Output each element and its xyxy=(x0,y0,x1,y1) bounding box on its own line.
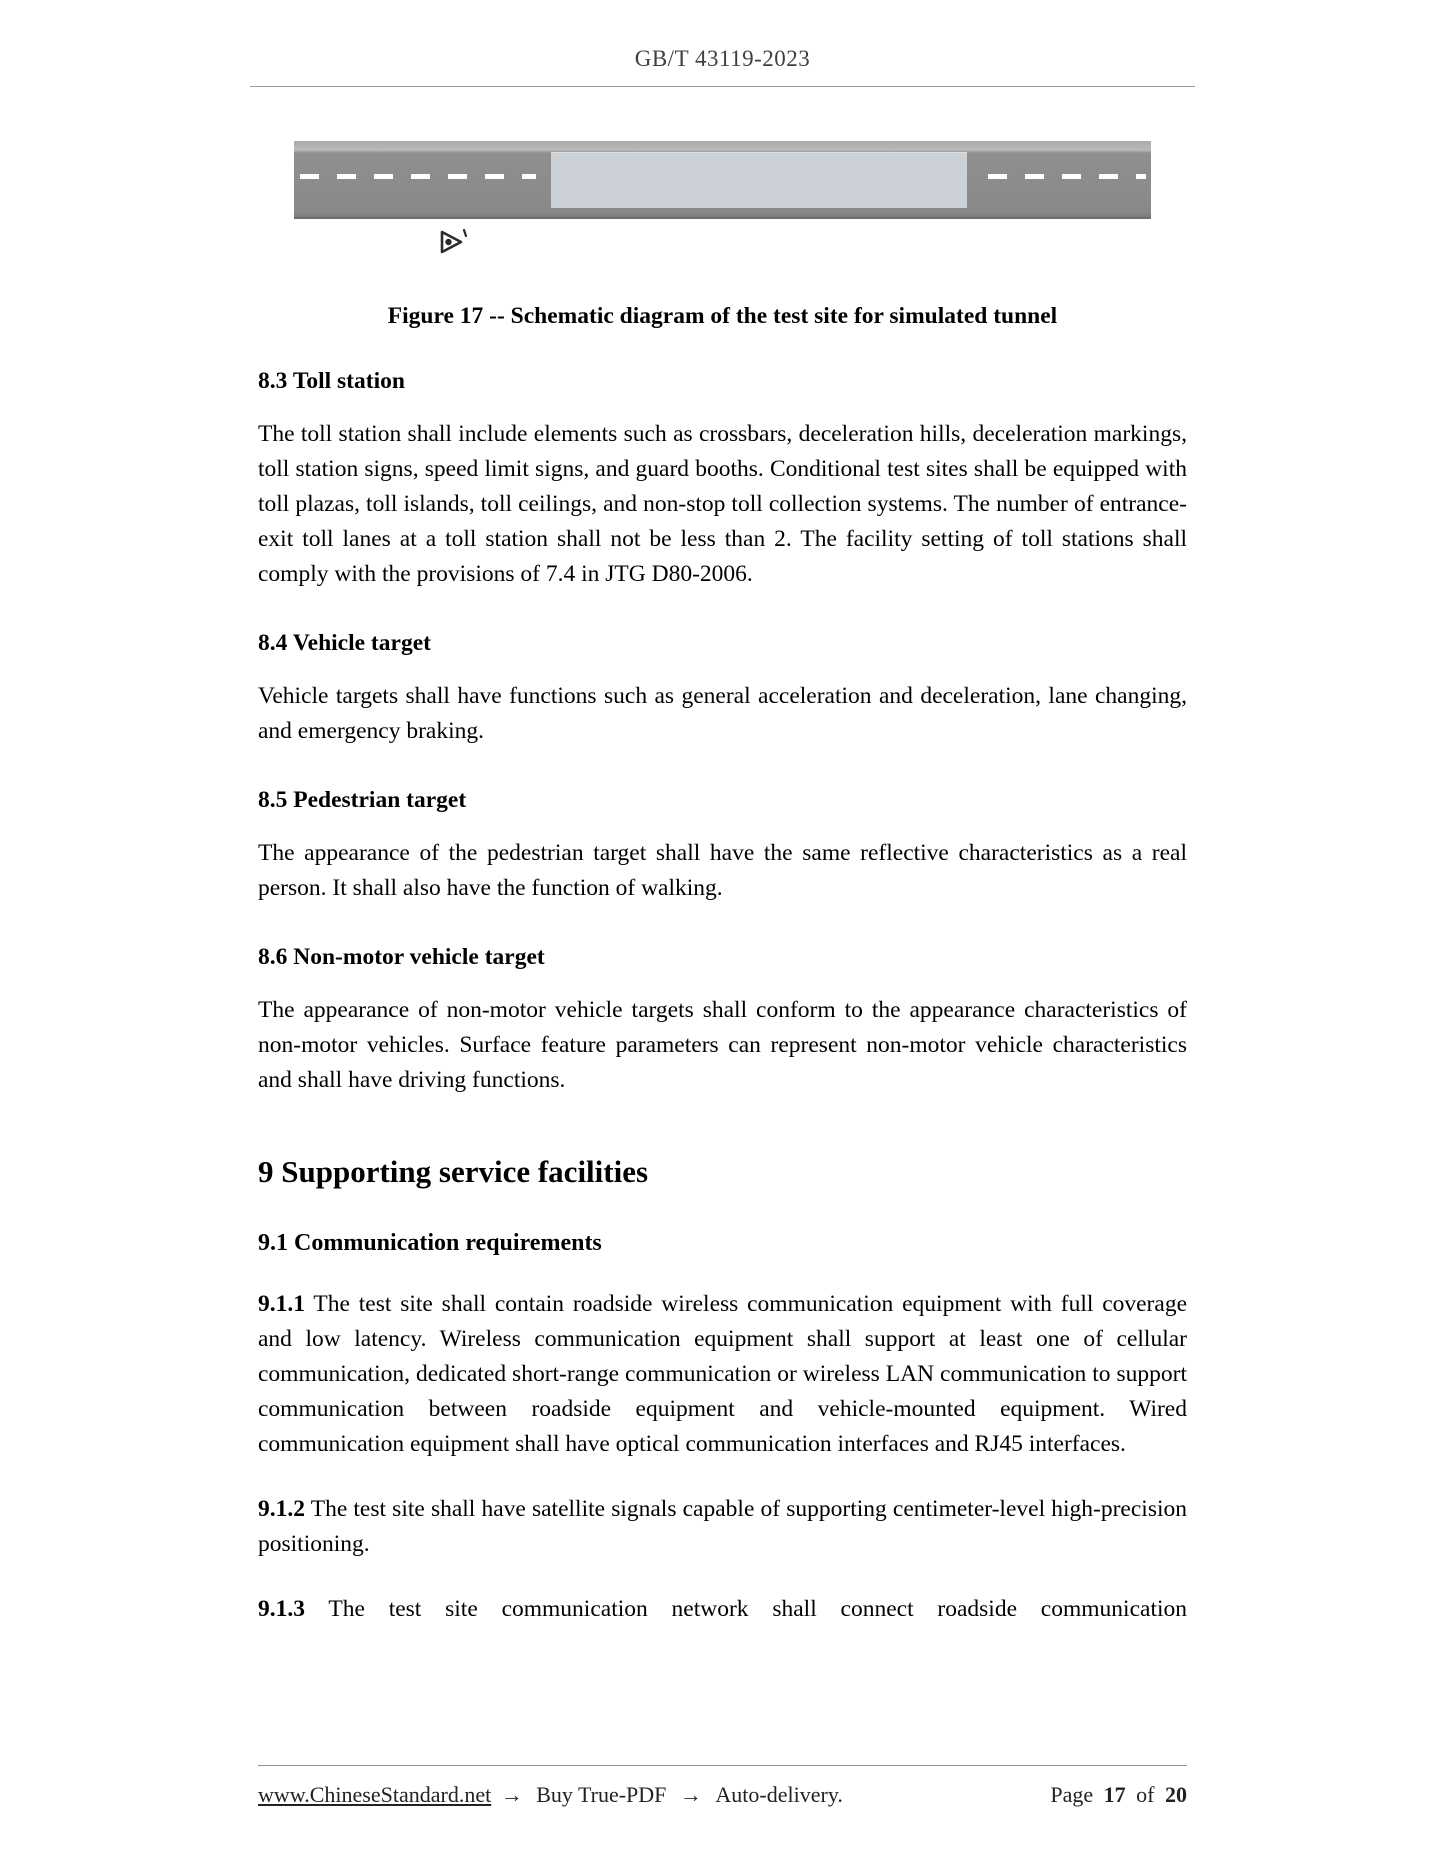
section-8-4-body: Vehicle targets shall have functions such as general acceleration and deceleration, lane changing, and emergency braking. xyxy=(258,683,1187,744)
clause-9-1-1-text: The test site shall contain roadside wireless communication equipment with full coverage and low latency. Wireless communication equipment shall support at least one of cellular communication, dedicated short-range communication or wireless LAN communication to support communication between roadside equipment and vehicle-mounted equipment. Wired communication equipment shall have optical communication interfaces and RJ45 interfaces. xyxy=(258,1291,1187,1457)
figure-17 xyxy=(258,141,1187,330)
page-footer xyxy=(258,1765,1187,1808)
section-8-6-heading: 8.6 Non-motor vehicle target xyxy=(258,944,545,970)
vehicle-marker-icon xyxy=(434,223,472,261)
page-number: 17 xyxy=(1103,1782,1126,1807)
section-8-5-heading: 8.5 Pedestrian target xyxy=(258,787,467,813)
section-8-5-body: The appearance of the pedestrian target shall have the same reflective characteristics as a real person. It shall also have the function of walking. xyxy=(258,840,1187,901)
footer-delivery-text: Auto-delivery. xyxy=(715,1782,843,1807)
page-number-indicator xyxy=(1045,1782,1187,1808)
clause-9-1-2-text: The test site shall have satellite signals capable of supporting centimeter-level high-precision positioning. xyxy=(258,1496,1187,1557)
clause-9-1-3 xyxy=(258,1592,1187,1627)
tunnel-overlay xyxy=(551,152,967,208)
clause-9-1-3-number: 9.1.3 xyxy=(258,1596,305,1622)
document-header-title: GB/T 43119-2023 xyxy=(634,46,811,71)
clause-9-1-3-text: The test site communication network shall connect roadside communication xyxy=(328,1596,1187,1622)
section-8-3-heading: 8.3 Toll station xyxy=(258,368,405,394)
chinesestandard-link[interactable]: www.ChineseStandard.net xyxy=(258,1782,492,1807)
figure-caption: Figure 17 -- Schematic diagram of the test site for simulated tunnel xyxy=(387,303,1058,329)
chapter-9-heading: 9 Supporting service facilities xyxy=(258,1154,649,1189)
lane-marking-right xyxy=(988,174,1146,179)
footer-source-line xyxy=(258,1782,847,1808)
clause-9-1-2 xyxy=(258,1492,1187,1562)
section-9-1-heading: 9.1 Communication requirements xyxy=(258,1230,602,1256)
page-of-label: of xyxy=(1136,1782,1155,1807)
page-label: Page xyxy=(1050,1782,1094,1807)
section-8-4-heading: 8.4 Vehicle target xyxy=(258,630,431,656)
page-total: 20 xyxy=(1165,1782,1187,1807)
footer-arrow-icon: → xyxy=(500,1782,523,1807)
section-8-3-body: The toll station shall include elements such as crossbars, deceleration hills, deceleration markings, toll station signs, speed limit signs, and guard booths. Conditional test sites shall be equipped with toll plazas, toll islands, toll ceilings, and non-stop toll collection systems. The number of entrance-exit toll lanes at a toll station shall not be less than 2. The facility setting of toll stations shall comply with the provisions of 7.4 in JTG D80-2006. xyxy=(258,421,1187,587)
footer-arrow-icon: → xyxy=(679,1782,702,1807)
footer-buy-text: Buy True-PDF xyxy=(536,1782,667,1807)
clause-9-1-1-number: 9.1.1 xyxy=(258,1291,305,1317)
section-8-6-body: The appearance of non-motor vehicle targets shall conform to the appearance characteristics of non-motor vehicles. Surface feature parameters can represent non-motor vehicle characteristics and shall have driving functions. xyxy=(258,997,1187,1093)
header-divider xyxy=(250,86,1195,87)
clause-9-1-2-number: 9.1.2 xyxy=(258,1496,305,1522)
lane-marking-left xyxy=(300,174,536,179)
clause-9-1-1 xyxy=(258,1287,1187,1462)
road-diagram xyxy=(294,141,1151,219)
